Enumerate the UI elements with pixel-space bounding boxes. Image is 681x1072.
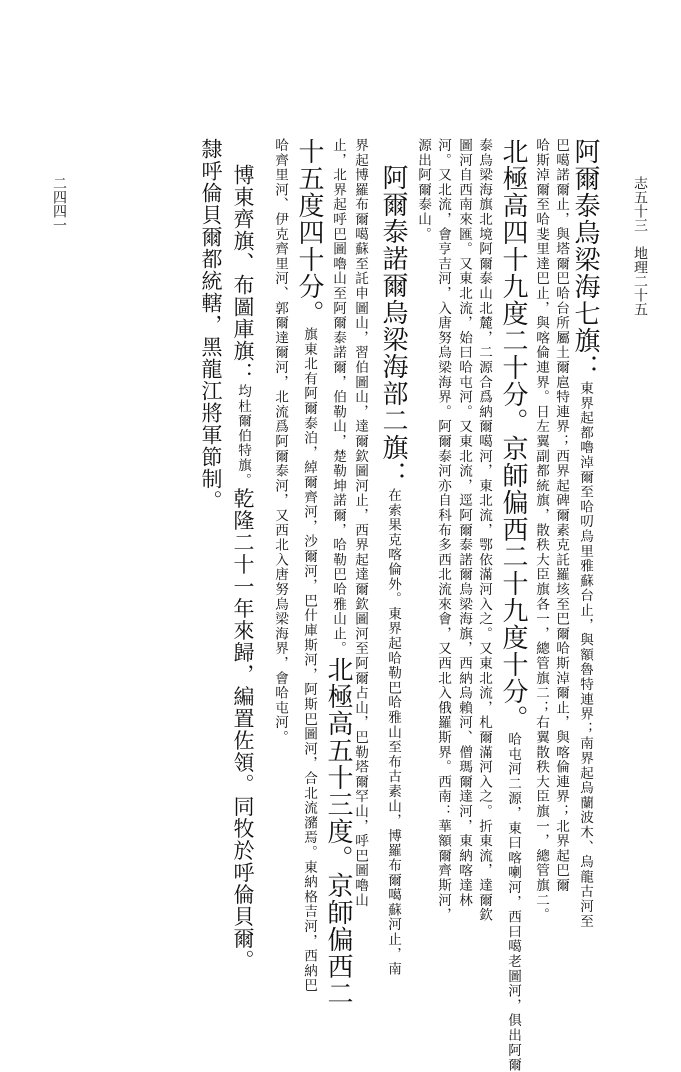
annotation-text: 河。又北流，會亨吉河，入唐努烏梁海界。阿爾泰河亦自科布多西北流來會，又西北入俄羅斯界。西南：華額爾齊斯河， <box>435 138 451 923</box>
annotation-text: 均杜爾伯特旗。 <box>235 384 251 488</box>
text-column-8 <box>415 138 431 242</box>
annotation-text: 日左翼副都統旗，散秩大臣旗各一，總管旗二；右翼散秩大臣旗一，總管旗二。 <box>533 404 549 923</box>
text-column-9 <box>380 138 406 976</box>
text-column-5 <box>476 138 492 922</box>
text-column-10 <box>352 138 368 908</box>
annotation-text: 巴噶諾爾止，與塔爾巴哈台所屬土爾扈特連界；西界起碑爾素克託羅垓至巴爾哈斯淖爾止，與喀倫連界；北界起巴爾 <box>553 138 569 893</box>
annotation-text: 哈屯河二源，東曰喀喇河，西曰噶老圖河，俱出阿爾 <box>505 732 521 1072</box>
main-text: 北極高五十三度。京師偏西二 <box>323 656 353 1007</box>
text-column-4 <box>500 138 526 1072</box>
text-column-6 <box>456 138 472 908</box>
annotation-text: 哈斯淖爾至哈斐里達巴止，與喀倫連界。 <box>533 138 549 405</box>
annotation-text: 旗東北有阿爾泰泊，綽爾齊河，沙爾河，巴什庫斯河，阿斯巴圖河，合北流瀦焉。東納格吉河，西納巴 <box>301 327 317 993</box>
annotation-text: 東界起都嚕淖爾至哈叨烏里雅蘇台止，與額魯特連界；南界起烏蘭波木、烏龍古河至 <box>577 381 593 929</box>
text-column-12 <box>296 138 322 993</box>
main-text: 博東齊旗、布圖庫旗： <box>231 164 255 384</box>
main-text: 阿爾泰諾爾烏梁海部二旗： <box>378 164 408 488</box>
annotation-text: 止，北界起呼巴圖嚕山至阿爾泰諾爾，伯勒山，楚勒坤諾爾，哈勒巴哈雅山止。 <box>330 138 346 656</box>
page-number: 二四四一 <box>51 176 67 232</box>
annotation-text: 哈齊里河、伊克齊里河、郭爾達爾河，北流爲阿爾泰河，又西北入唐努烏梁海界，會哈屯河。 <box>272 138 288 745</box>
main-text: 隸呼倫貝爾都統轄，黑龍江將軍節制。 <box>199 138 223 512</box>
main-text: 阿爾泰烏梁海七旗： <box>570 138 600 381</box>
text-column-15 <box>200 138 221 512</box>
text-column-3 <box>533 138 549 922</box>
text-column-1 <box>572 138 598 929</box>
text-column-7 <box>435 138 451 922</box>
annotation-text: 界起博羅布爾噶蘇至託申圖山，習伯圖山，達爾欽圖河止，西界起達爾欽圖河至阿爾占山，巴勒塔爾罕山，呼巴圖嚕山 <box>352 138 368 908</box>
annotation-text: 圖河自西南來匯。又東北流，始曰哈屯河。又東北流，逕阿爾泰諾爾烏梁海旗，西納烏賴河、僧瑪爾達河，東納喀達林 <box>456 138 472 908</box>
text-column-14 <box>232 138 253 972</box>
text-column-13 <box>272 138 288 745</box>
text-column-2 <box>553 138 569 893</box>
main-text: 十五度四十分。 <box>294 138 324 327</box>
annotation-text: 在索果克喀倫外。東界起哈勒巴哈雅山至布古素山，博羅布爾噶蘇河止，南 <box>385 488 401 977</box>
annotation-text: 源出阿爾泰山。 <box>415 138 431 242</box>
main-text: 乾隆二十一年來歸，編置佐領。同牧於呼倫貝爾。 <box>231 487 255 972</box>
text-column-11 <box>325 138 351 1007</box>
annotation-text: 泰烏梁海旗北境阿爾泰山北麓，二源合爲納爾噶河，東北流，鄂依滿河入之。又東北流，札爾滿河入之。折東流，達爾欽 <box>476 138 492 923</box>
running-title: 志五十三 地理二十五 <box>632 176 648 316</box>
main-text: 北極高四十九度二十分。京師偏西二十九度十分。 <box>498 138 528 732</box>
